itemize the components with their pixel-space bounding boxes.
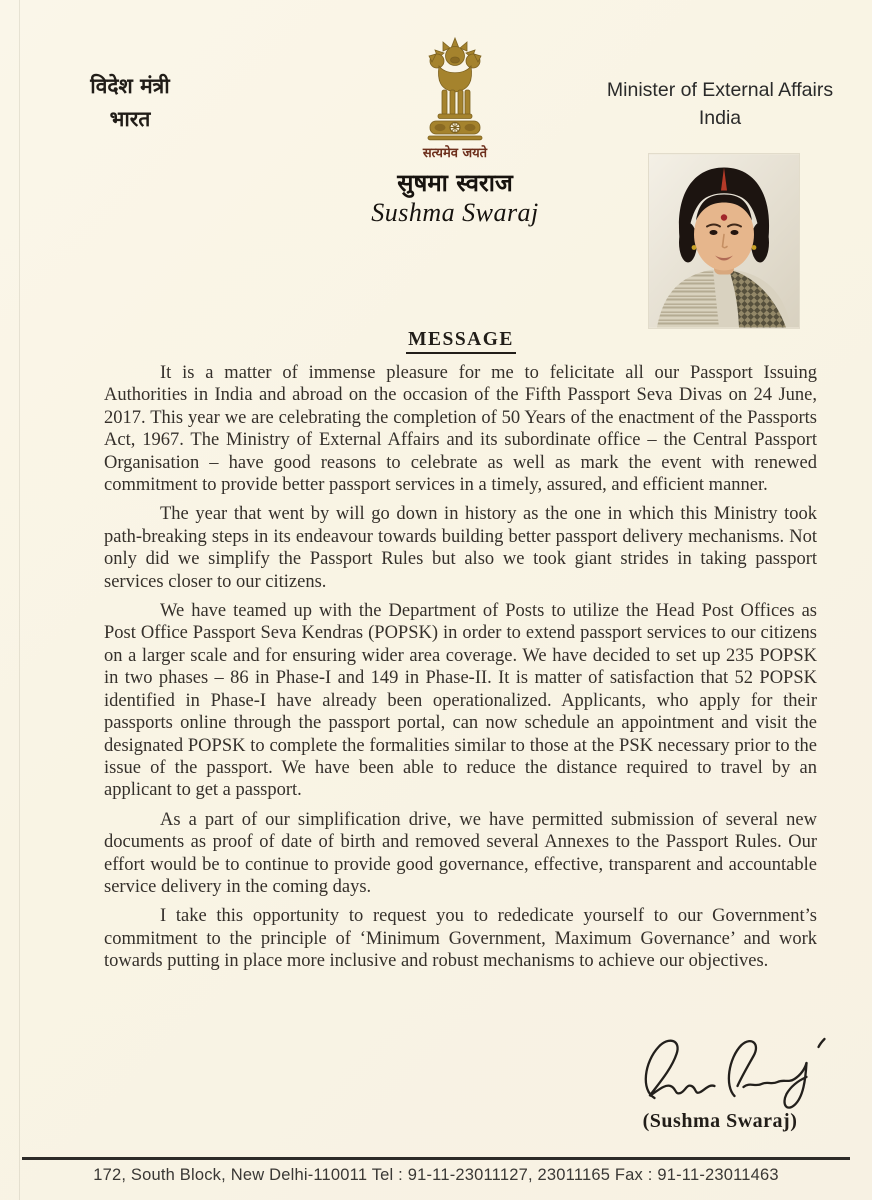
minister-portrait-photo [649,154,799,328]
national-emblem-icon [410,36,500,146]
message-title: MESSAGE [406,329,516,354]
footer-address: 172, South Block, New Delhi-110011 Tel : 91-11-23011127, 23011165 Fax : 91-11-23011463 [93,1166,779,1184]
letter-body [104,362,817,980]
scan-edge-line [19,0,20,1200]
minister-title-hindi-line1: विदेश मंत्री [90,74,170,98]
signature-handwriting-icon [622,1034,837,1114]
minister-name-english: Sushma Swaraj [371,198,539,227]
emblem-motto: सत्यमेव जयते [422,146,488,161]
minister-title-english-line2: India [698,107,742,130]
paragraph-1: It is a matter of immense pleasure for me to felicitate all our Passport Issuing Authorities in India and abroad on the occasion of the Fifth Passport Seva Divas on 24 June, 2017. This year we are celebrating the completion of 50 Years of the enactment of the Passports Act, 1967. The Ministry of External Affairs and its subordinate office – the Central Passport Organisation – have good reasons to celebrate as well as mark the event with renewed commitment to provide better passport services in a timely, assured, and efficient manner. [104,363,817,496]
paragraph-4: As a part of our simplification drive, we have permitted submission of several new documents as proof of date of birth and removed several Annexes to the Passport Rules. Our effort would be to continue to provide good governance, effective, transparent and accountable service delivery in the coming days. [104,809,817,897]
minister-title-hindi [60,70,200,135]
minister-title-english-line1: Minister of External Affairs [606,79,834,101]
minister-name-hindi: सुषमा स्वराज [397,169,513,197]
paragraph-5: I take this opportunity to request you to rededicate yourself to our Government’s commitment to the principle of ‘Minimum Government, Maximum Governance’ and work towards putting in place more inclusive and robust mechanisms to achieve our objectives. [104,906,817,972]
footer-divider [22,1157,850,1160]
message-title-wrap [105,329,817,354]
minister-title-english [600,76,840,133]
paragraph-2: The year that went by will go down in history as the one in which this Ministry took path-breaking steps in its endeavour towards building better passport delivery mechanisms. Not only did we simplify the Passport Rules but also we took giant strides in taking passport services closer to our citizens. [104,504,817,592]
minister-title-hindi-line2: भारत [109,106,151,131]
signatory-name: (Sushma Swaraj) [642,1110,798,1132]
paragraph-3: We have teamed up with the Department of Posts to utilize the Head Post Offices as Post Office Passport Seva Kendras (POPSK) in order to extend passport services to our citizens on a larger scale and for ensuring wider area coverage. We have decided to set up 235 POPSK in two phases – 86 in Phase-I and 149 in Phase-II. It is matter of satisfaction that 52 POPSK identified in Phase-I have already been operationalized. Applicants, who apply for their passports online through the passport portal, can now schedule an appointment and visit the designated POPSK to complete the formalities similar to those at the PSK necessary prior to the issue of the passport. We have been able to reduce the distance required to travel by an applicant to get a passport. [104,601,817,801]
